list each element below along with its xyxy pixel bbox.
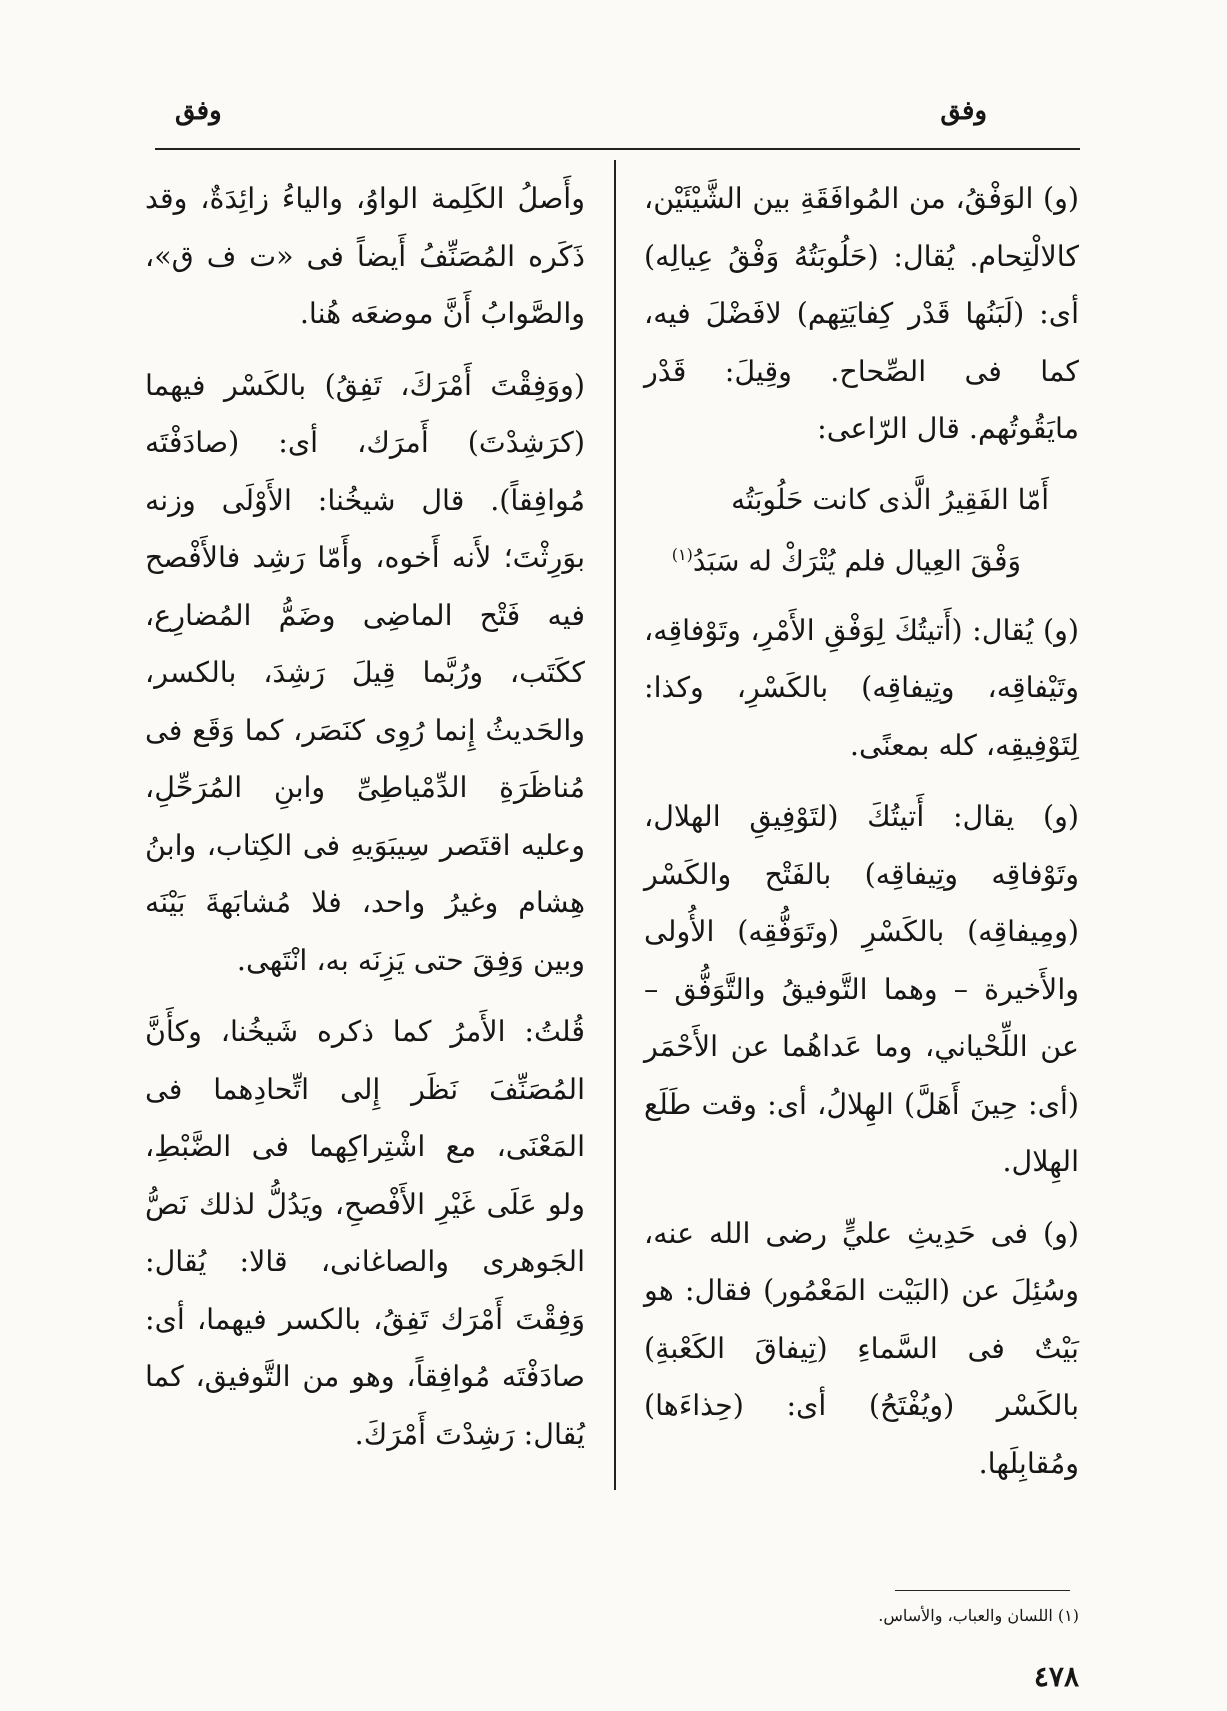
header-rule — [155, 148, 1080, 150]
entry-paragraph-qultu: قُلتُ: الأَمرُ كما ذكره شَيخُنا، وكأَنَّ المُصَنِّفَ نَظَر إِلى اتِّحادِهما فى المَعْنَى، مع اشْتِراكِهما فى الضَّبْطِ، ولو عَلَى غَيْرِ الأَفْصحِ، ويَدُلُّ لذلك نَصُّ الجَوهرى والصاغانى، قالا: يُقال: وَفِقْتَ أَمْرَك تَفِقُ، بالكسر فيهما، أى: صادَفْتَه مُوافِقاً، وهو من التَّوفيق، كما يُقال: رَشِدْتَ أَمْرَكَ. — [145, 1015, 585, 1451]
entry-paragraph-wafiqta: (ووَفِقْتَ أَمْرَكَ، تَفِقُ) بالكَسْر فيهما (كرَشِدْتَ) أَمرَك، أى: (صادَفْتَه مُوافِقاً). قال شيخُنا: الأَوْلَى وزنه بوَرِثْتَ؛ لأَنه أَخوه، وأَمّا رَشِد فالأَفْصح فيه فَتْح الماضِى وضَمُّ المُضارِع، ككَتَب، ورُبَّما قِيلَ رَشِدَ، بالكسر، والحَديثُ إِنما رُوِى كنَصَر، كما وَقَع فى مُناظَرَةِ الدِّمْياطِىِّ وابنِ المُرَحِّلِ، وعليه اقتَصر سِيبَوَيهِ فى الكِتاب، وابنُ هِشام وغيرُ واحد، فلا مُشابَهةَ بَيْنَه وبين وَفِقَ حتى يَزِنَه به، انْتَهى. — [145, 368, 585, 977]
footnote: (١) اللسان والعباب، والأساس. — [878, 1606, 1079, 1625]
footnote-marker: (١) — [671, 544, 693, 564]
column-divider — [614, 160, 616, 1490]
verse-line-2-wrap — [644, 527, 1049, 588]
running-head-left: وفق — [175, 96, 222, 126]
right-column — [644, 170, 1079, 1492]
verse-line-1: أَمّا الفَقِيرُ الَّذى كانت حَلُوبَتُه — [731, 482, 1049, 516]
verse-line-2: وَفْقَ العِيال فلم يُتْرَكْ له سَبَدُ — [692, 543, 1021, 577]
page-number: ٤٧٨ — [1033, 1660, 1079, 1693]
entry-paragraph-hilal: (و) يقال: أَتيتُكَ (لتَوْفِيقِ الهلال، وتَوْفاقِه وتِيفاقِه) بالفَتْح والكَسْر (ومِيفاقِه) بالكَسْرِ (وتَوَفُّقِه) الأُولى والأَخيرة – وهما التَّوفيقُ والتَّوَفُّق – عن اللِّحْياني، وما عَداهُما عن الأَحْمَر (أى: حِينَ أَهَلَّ) الهِلالُ، أى: وقت طَلَع الهِلال. — [644, 800, 1079, 1179]
entry-paragraph-wafq: (و) الوَفْقُ، من المُوافَقَةِ بين الشَّيْئَيْن، كالالْتِحام. يُقال: (حَلُوبَتُهُ وَفْقُ عِيالِه) أى: (لَبَنُها قَدْر كِفايَتِهم) لافَضْلَ فيه، كما فى الصِّحاح. وقِيلَ: قَدْر مايَقُوتُهم. قال الرّاعى: — [644, 182, 1079, 445]
left-column — [145, 170, 585, 1463]
poem-verse — [644, 472, 1079, 588]
entry-paragraph-ataytuka: (و) يُقال: (أَتيتُكَ لِوَفْقِ الأَمْرِ، وتَوْفاقِه، وتَيْفاقِه، وتِيفاقِه) بالكَسْرِ، وكذا: لِتَوْفِيقِه، كله بمعنًى. — [644, 613, 1079, 762]
running-head-right: وفق — [940, 96, 987, 126]
entry-paragraph-asl: وأَصلُ الكَلِمة الواوُ، والياءُ زائِدَةٌ، وقد ذَكَره المُصَنِّفُ أَيضاً فى «ت ف ق»، والصَّوابُ أَنَّ موضعَه هُنا. — [145, 182, 585, 330]
entry-paragraph-hadith: (و) فى حَدِيثِ عليٍّ رضى الله عنه، وسُئِلَ عن (البَيْت المَعْمُور) فقال: هو بَيْتٌ فى السَّماءِ (تِيفاقَ الكَعْبةِ) بالكَسْر (ويُفْتَحُ) أى: (حِذاءَها) ومُقابِلَها. — [644, 1216, 1079, 1480]
footnote-rule — [895, 1590, 1070, 1591]
